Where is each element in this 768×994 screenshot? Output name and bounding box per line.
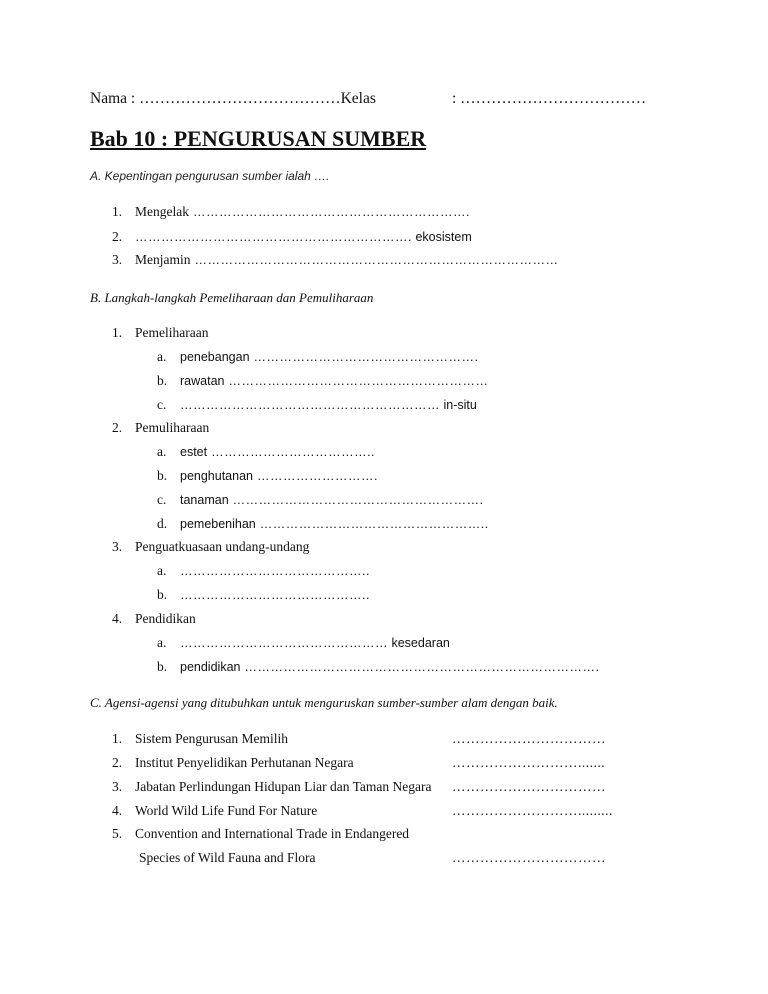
list-group-heading <box>112 611 196 627</box>
sub-list-item <box>157 468 378 484</box>
sub-list-item <box>157 373 488 389</box>
item-label: pemebenihan <box>180 517 256 531</box>
item-number: 4. <box>112 611 123 626</box>
answer-blank[interactable]: …………………………………………………. <box>228 493 484 507</box>
agency-name: Convention and International Trade in Endangered <box>135 826 410 841</box>
sub-list-item <box>157 635 450 651</box>
sub-list-item <box>157 397 477 413</box>
sub-list-item <box>157 444 375 460</box>
item-label: tanaman <box>180 493 229 507</box>
agency-item <box>112 803 317 819</box>
item-number: 3. <box>112 539 123 554</box>
item-letter: b. <box>157 468 168 483</box>
sub-list-item <box>157 659 599 675</box>
group-label: Penguatkuasaan undang-undang <box>135 539 310 554</box>
list-group-heading <box>112 420 209 436</box>
answer-blank[interactable]: ……………………………………………. <box>249 350 479 364</box>
item-suffix: kesedaran <box>388 636 450 650</box>
answer-blank[interactable]: …………………………………………….. <box>255 517 489 531</box>
agency-item <box>112 779 431 795</box>
answer-blank[interactable]: ………………………....... <box>452 755 606 770</box>
item-letter: b. <box>157 373 168 388</box>
list-item <box>112 204 470 220</box>
agency-name: Institut Penyelidikan Perhutanan Negara <box>135 755 354 770</box>
item-number: 3. <box>112 779 123 794</box>
group-label: Pemeliharaan <box>135 325 209 340</box>
agency-name: Sistem Pengurusan Memilih <box>135 731 288 746</box>
answer-blank[interactable]: ………………………………………… <box>180 636 388 650</box>
item-number: 1. <box>112 325 123 340</box>
item-number: 4. <box>112 803 123 818</box>
item-number: 3. <box>112 252 123 267</box>
item-letter: c. <box>157 492 167 507</box>
list-group-heading <box>112 325 208 341</box>
agency-item <box>112 850 316 866</box>
group-label: Pemuliharaan <box>135 420 210 435</box>
item-label: Menjamin <box>135 252 191 267</box>
answer-blank[interactable]: …………………………… <box>452 779 606 794</box>
item-label: penghutanan <box>180 469 253 483</box>
answer-blank[interactable]: …………………………………….. <box>180 588 370 602</box>
item-label: pendidikan <box>180 660 241 674</box>
list-group-heading <box>112 539 309 555</box>
item-letter: a. <box>157 349 167 364</box>
sub-list-item <box>157 516 489 532</box>
item-label: Mengelak <box>135 204 189 219</box>
section-c-heading: C. Agensi-agensi yang ditubuhkan untuk menguruskan sumber-sumber alam dengan baik. <box>90 695 558 710</box>
list-item <box>112 229 472 245</box>
agency-item <box>112 731 288 747</box>
agency-name: Species of Wild Fauna and Flora <box>139 850 316 865</box>
kelas-field[interactable]: : ……………………………… <box>452 90 647 107</box>
item-letter: a. <box>157 635 167 650</box>
section-b-heading: B. Langkah-langkah Pemeliharaan dan Pemuliharaan <box>90 290 374 305</box>
section-a-heading: A. Kepentingan pengurusan sumber ialah …. <box>90 169 330 183</box>
item-suffix: ekosistem <box>411 230 472 244</box>
list-item <box>112 252 558 268</box>
nama-field[interactable]: Nama : ………………………………… <box>90 90 341 107</box>
item-number: 2. <box>112 420 123 435</box>
answer-blank[interactable]: ………………………………………………………. <box>135 230 412 244</box>
answer-blank[interactable]: ………………………......... <box>452 803 613 818</box>
kelas-label: Kelas <box>340 90 376 107</box>
item-number: 2. <box>112 755 123 770</box>
group-label: Pendidikan <box>135 611 196 626</box>
item-letter: b. <box>157 659 168 674</box>
answer-blank[interactable]: ………………………………………………………………………… <box>190 253 559 267</box>
item-label: rawatan <box>180 374 225 388</box>
agency-name: Jabatan Perlindungan Hidupan Liar dan Taman Negara <box>135 779 432 794</box>
item-letter: d. <box>157 516 168 531</box>
agency-item <box>112 755 354 771</box>
item-suffix: in-situ <box>440 398 477 412</box>
item-number: 1. <box>112 204 123 219</box>
answer-blank[interactable]: …………………………………………………… <box>224 374 489 388</box>
answer-blank[interactable]: …………………………………………………… <box>180 398 440 412</box>
answer-blank[interactable]: …………………………… <box>452 731 606 746</box>
item-letter: c. <box>157 397 167 412</box>
answer-blank[interactable]: ………………………. <box>253 469 378 483</box>
answer-blank[interactable]: ………………………………………………………. <box>188 205 470 219</box>
agency-name: World Wild Life Fund For Nature <box>135 803 318 818</box>
answer-blank[interactable]: ……………………………….. <box>207 445 376 459</box>
item-number: 1. <box>112 731 123 746</box>
answer-blank[interactable]: ………………………………………………………………………. <box>240 660 600 674</box>
item-label: estet <box>180 445 208 459</box>
item-letter: a. <box>157 563 167 578</box>
item-label: penebangan <box>180 350 250 364</box>
sub-list-item <box>157 587 370 603</box>
sub-list-item <box>157 563 370 579</box>
answer-blank[interactable]: …………………………… <box>452 850 606 865</box>
sub-list-item <box>157 349 478 365</box>
sub-list-item <box>157 492 484 508</box>
item-number: 2. <box>112 229 123 244</box>
student-info-line <box>90 90 376 108</box>
item-letter: a. <box>157 444 167 459</box>
item-number: 5. <box>112 826 123 841</box>
agency-item <box>112 826 409 842</box>
item-letter: b. <box>157 587 168 602</box>
answer-blank[interactable]: …………………………………….. <box>180 564 370 578</box>
page-title: Bab 10 : PENGURUSAN SUMBER <box>90 126 427 151</box>
